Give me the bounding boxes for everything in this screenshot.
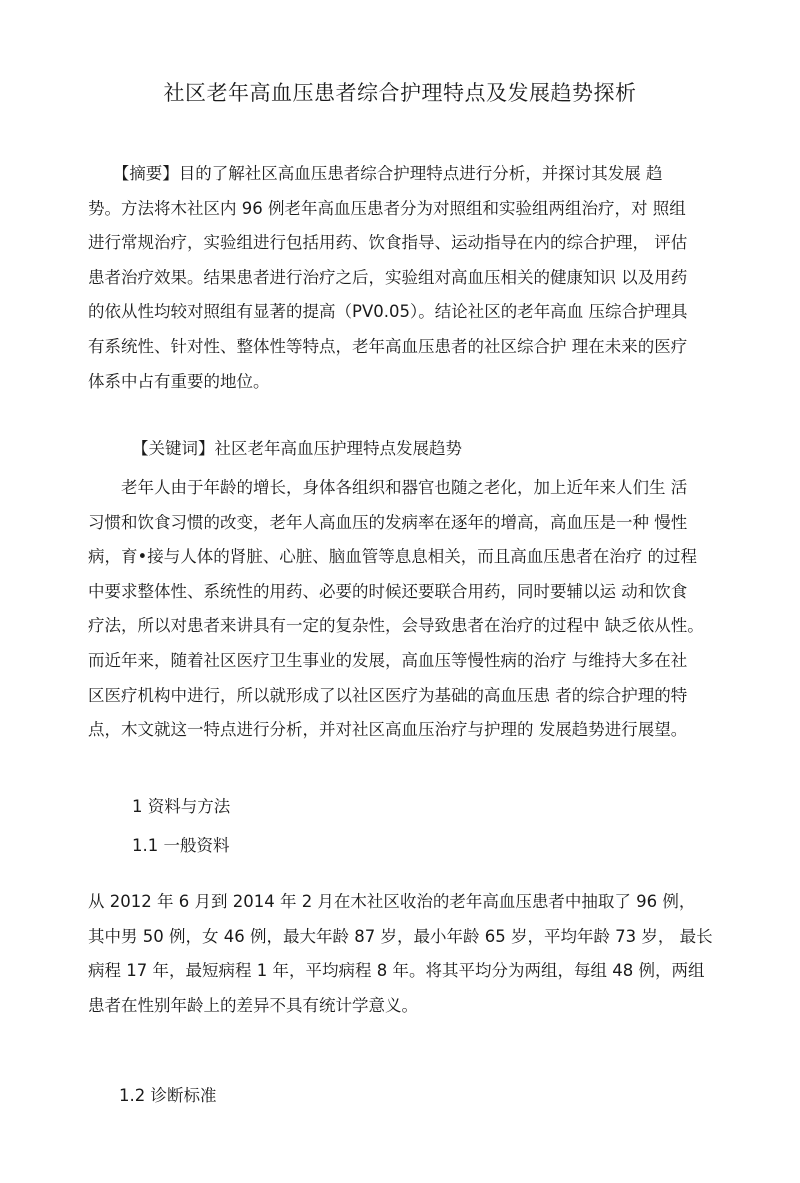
data-line: 其中男 50 例，女 46 例，最大年龄 87 岁，最小年龄 65 岁，平均年龄 73 岁， 最长 (88, 926, 713, 946)
data-line: 从 2012 年 6 月到 2014 年 2 月在木社区收治的老年高血压患者中抽取了 96 例， (88, 892, 696, 911)
intro-line: 区医疗机构中进行，所以就形成了以社区医疗为基础的高血压患 者的综合护理的特 (88, 685, 688, 705)
section-heading-1-2: 1.2 诊断标准 (119, 1086, 217, 1105)
intro-line: 中要求整体性、系统性的用药、必要的时候还要联合用药，同时要辅以运 动和饮食 (88, 581, 688, 601)
section-heading-1: 1 资料与方法 (132, 797, 231, 816)
abstract-line: 患者治疗效果。结果患者进行治疗之后，实验组对高血压相关的健康知识 以及用药 (88, 267, 688, 287)
intro-line: 疗法，所以对患者来讲具有一定的复杂性，会导致患者在治疗的过程中 缺乏依从性。 (88, 616, 704, 636)
intro-line: 老年人由于年龄的增长，身体各组织和器官也随之老化，加上近年来人们生 活 (88, 478, 688, 497)
abstract-line: 体系中占有重要的地位。 (88, 371, 270, 391)
abstract-line: 有系统性、针对性、整体性等特点，老年高血压患者的社区综合护 理在未来的医疗 (88, 336, 688, 356)
intro-line: 病，育•接与人体的肾脏、心脏、脑血管等息息相关，而且高血压患者在治疗 的过程 (88, 547, 697, 567)
data-line: 患者在性别年龄上的差异不具有统计学意义。 (88, 995, 418, 1015)
abstract-line: 【摘要】目的了解社区高血压患者综合护理特点进行分析，并探讨其发展 趋 (88, 164, 663, 183)
intro-line: 而近年来，随着社区医疗卫生事业的发展，高血压等慢性病的治疗 与维持大多在社 (88, 650, 688, 670)
abstract-line: 进行常规治疗，实验组进行包括用药、饮食指导、运动指导在内的综合护理， 评估 (88, 233, 688, 253)
keywords-line: 【关键词】社区老年高血压护理特点发展趋势 (132, 439, 462, 458)
abstract-line: 的依从性均较对照组有显著的提高（PV0.05）。结论社区的老年高血 压综合护理具 (88, 302, 688, 322)
abstract-line: 势。方法将木社区内 96 例老年高血压患者分为对照组和实验组两组治疗，对 照组 (88, 198, 686, 218)
abstract-paragraph (88, 157, 714, 399)
section-heading-1-1: 1.1 一般资料 (132, 836, 230, 855)
introduction-paragraph (88, 471, 714, 748)
document-title: 社区老年高血压患者综合护理特点及发展趋势探析 (163, 81, 637, 105)
intro-line: 习惯和饮食习惯的改变，老年人高血压的发病率在逐年的增高，高血压是一种 慢性 (88, 512, 688, 532)
intro-line: 点，木文就这一特点进行分析，并对社区高血压治疗与护理的 发展趋势进行展望。 (88, 720, 688, 740)
general-data-paragraph (88, 885, 714, 1023)
data-line: 病程 17 年，最短病程 1 年，平均病程 8 年。将其平均分为两组，每组 48 例，两组 (88, 961, 705, 981)
